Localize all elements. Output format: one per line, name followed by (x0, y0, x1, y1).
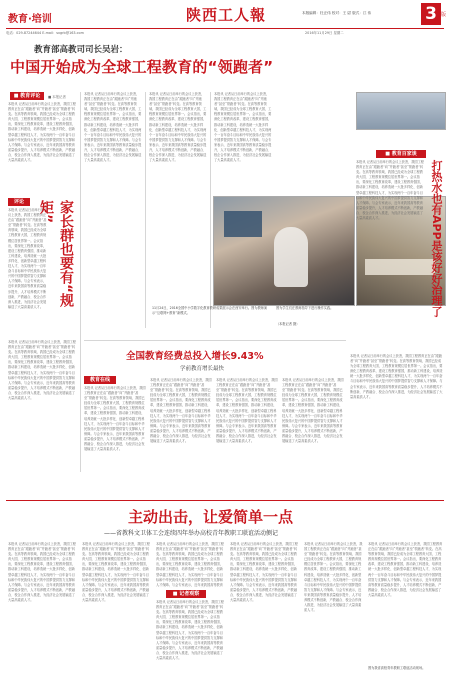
middle-rule-top (84, 340, 346, 341)
comment-label: 评论 (8, 198, 30, 206)
bottom-column-text-1: 本报讯 记者从日前举行的会议上获悉，我国工程教育正在由“跟跑者”向“并跑者”甚至“领跑者”转变。在高等教育领域，我国已经成为全球工程教育大国，工程教育规模位居世界第一。会议指出，要深化工程教育改革，建设工程教育强国，推动新工科建设，培养造就一大批多样化、创新型卓越工程科技人才，为实现两个一百年奋斗目标和中华民族伟大复兴的中国梦提供智力支撑和人才保障。与会专家表示，近年来我国高等教育质量稳步提升，人才培养模式不断创新，产教融合、校企合作深入推进，为经济社会发展输送了大量高素质人才。 (8, 542, 76, 603)
side-headline-text: 家长群也要有“规矩” (38, 200, 74, 308)
photo-caption-right: 图为学生们在教师指导下进行操作实践。 (276, 306, 334, 310)
left-column-text-3: 本报讯 记者从日前举行的会议上获悉，我国工程教育正在由“跟跑者”向“并跑者”甚至“领跑者”转变。在高等教育领域，我国已经成为全球工程教育大国，工程教育规模位居世界第一。会议指出，要深化工程教育改革，建设工程教育强国，推动新工科建设，培养造就一大批多样化、创新型卓越工程科技人才，为实现两个一百年奋斗目标和中华民族伟大复兴的中国梦提供智力支撑和人才保障。与会专家表示，近年来我国高等教育质量稳步提升，人才培养模式不断创新，产教融合、校企合作深入推进，为经济社会发展输送了大量高素质人才。 (8, 340, 76, 401)
mid-column-text-2: 本报讯 记者从日前举行的会议上获悉，我国工程教育正在由“跟跑者”向“并跑者”甚至“领跑者”转变。在高等教育领域，我国已经成为全球工程教育大国，工程教育规模位居世界第一。会议指出，要深化工程教育改革，建设工程教育强国，推动新工科建设，培养造就一大批多样化、创新型卓越工程科技人才，为实现两个一百年奋斗目标和中华民族伟大复兴的中国梦提供智力支撑和人才保障。与会专家表示，近年来我国高等教育质量稳步提升，人才培养模式不断创新，产教融合、校企合作深入推进，为经济社会发展输送了大量高素质人才。 (149, 92, 207, 163)
middle-column-text-2: 本报讯 记者从日前举行的会议上获悉，我国工程教育正在由“跟跑者”向“并跑者”甚至“领跑者”转变。在高等教育领域，我国已经成为全球工程教育大国，工程教育规模位居世界第一。会议指出，要深化工程教育改革，建设工程教育强国，推动新工科建设，培养造就一大批多样化、创新型卓越工程科技人才，为实现两个一百年奋斗目标和中华民族伟大复兴的中国梦提供智力支撑和人才保障。与会专家表示，近年来我国高等教育质量稳步提升，人才培养模式不断创新，产教融合、校企合作深入推进，为经济社会发展输送了大量高素质人才。 (150, 378, 212, 444)
date-line: 2016年11月29日 星期二 (305, 31, 344, 35)
right-box-label: ■ 教育百家谈 (376, 150, 426, 158)
masthead-rule (6, 28, 444, 29)
lead-headline: 中国开始成为全球工程教育的“领跑者” (10, 58, 274, 76)
side-headline (38, 200, 76, 330)
section-title: 教育·培训 (8, 14, 52, 25)
lead-byline: ■ 本报记者 (48, 95, 66, 99)
middle-column-text-1: 本报讯 记者从日前举行的会议上获悉，我国工程教育正在由“跟跑者”向“并跑者”甚至“领跑者”转变。在高等教育领域，我国已经成为全球工程教育大国，工程教育规模位居世界第一。会议指出，要深化工程教育改革，建设工程教育强国，推动新工科建设，培养造就一大批多样化、创新型卓越工程科技人才，为实现两个一百年奋斗目标和中华民族伟大复兴的中国梦提供智力支撑和人才保障。与会专家表示，近年来我国高等教育质量稳步提升，人才培养模式不断创新，产教融合、校企合作深入推进，为经济社会发展输送了大量高素质人才。 (84, 386, 146, 452)
bottom-column-text-4: 本报讯 记者从日前举行的会议上获悉，我国工程教育正在由“跟跑者”向“并跑者”甚至“领跑者”转变。在高等教育领域，我国已经成为全球工程教育大国，工程教育规模位居世界第一。会议指出，要深化工程教育改革，建设工程教育强国，推动新工科建设，培养造就一大批多样化、创新型卓越工程科技人才，为实现两个一百年奋斗目标和中华民族伟大复兴的中国梦提供智力支撑和人才保障。与会专家表示，近年来我国高等教育质量稳步提升，人才培养模式不断创新，产教融合、校企合作深入推进，为经济社会发展输送了大量高素质人才。 (156, 600, 224, 661)
bottom-subhead: ——省教科文卫体工会连续四年举办高校青年教职工联谊活动侧记 (104, 530, 279, 537)
bottom-column-text-6: 本报讯 记者从日前举行的会议上获悉，我国工程教育正在由“跟跑者”向“并跑者”甚至“领跑者”转变。在高等教育领域，我国已经成为全球工程教育大国，工程教育规模位居世界第一。会议指出，要深化工程教育改革，建设工程教育强国，推动新工科建设，培养造就一大批多样化、创新型卓越工程科技人才，为实现两个一百年奋斗目标和中华民族伟大复兴的中国梦提供智力支撑和人才保障。与会专家表示，近年来我国高等教育质量稳步提升，人才培养模式不断创新，产教融合、校企合作深入推进，为经济社会发展输送了大量高素质人才。 (304, 542, 363, 613)
right-vertical-headline-text: 打热水也有APP是该好好治理了 (430, 160, 443, 317)
column-rule-2 (145, 92, 146, 328)
left-column-text: 本报讯 记者从日前举行的会议上获悉，我国工程教育正在由“跟跑者”向“并跑者”甚至“领跑者”转变。在高等教育领域，我国已经成为全球工程教育大国，工程教育规模位居世界第一。会议指出，要深化工程教育改革，建设工程教育强国，推动新工科建设，培养造就一大批多样化、创新型卓越工程科技人才，为实现两个一百年奋斗目标和中华民族伟大复兴的中国梦提供智力支撑和人才保障。与会专家表示，近年来我国高等教育质量稳步提升，人才培养模式不断创新，产教融合、校企合作深入推进，为经济社会发展输送了大量高素质人才。 (8, 102, 76, 163)
bottom-headline: 主动出击，让爱简单一点 (128, 508, 294, 526)
right-box-text: 本报讯 记者从日前举行的会议上获悉，我国工程教育正在由“跟跑者”向“并跑者”甚至“领跑者”转变。在高等教育领域，我国已经成为全球工程教育大国，工程教育规模位居世界第一。会议指出，要深化工程教育改革，建设工程教育强国，推动新工科建设，培养造就一大批多样化、创新型卓越工程科技人才，为实现两个一百年奋斗目标和中华民族伟大复兴的中国梦提供智力支撑和人才保障。与会专家表示，近年来我国高等教育质量稳步提升，人才培养模式不断创新，产教融合、校企合作深入推进，为经济社会发展输送了大量高素质人才。 (356, 160, 424, 221)
bottom-column-text-5: 本报讯 记者从日前举行的会议上获悉，我国工程教育正在由“跟跑者”向“并跑者”甚至“领跑者”转变。在高等教育领域，我国已经成为全球工程教育大国，工程教育规模位居世界第一。会议指出，要深化工程教育改革，建设工程教育强国，推动新工科建设，培养造就一大批多样化、创新型卓越工程科技人才，为实现两个一百年奋斗目标和中华民族伟大复兴的中国梦提供智力支撑和人才保障。与会专家表示，近年来我国高等教育质量稳步提升，人才培养模式不断创新，产教融合、校企合作深入推进，为经济社会发展输送了大量高素质人才。 (230, 542, 298, 603)
masthead (0, 0, 450, 36)
left-box-label: ■ 教育评论 (10, 92, 44, 100)
right-top-photo (356, 92, 446, 130)
bottom-rule-top (6, 500, 444, 501)
bottom-right-caption: 图为我省高校青年教职工联谊活动现场。 (368, 666, 426, 670)
bottom-column-text-3: 本报讯 记者从日前举行的会议上获悉，我国工程教育正在由“跟跑者”向“并跑者”甚至“领跑者”转变。在高等教育领域，我国已经成为全球工程教育大国，工程教育规模位居世界第一。会议指出，要深化工程教育改革，建设工程教育强国，推动新工科建设，培养造就一大批多样化、创新型卓越工程科技人才，为实现两个一百年奋斗目标和中华民族伟大复兴的中国梦提供智力支撑和人才保障。与会专家表示，近年来我国高等教育 (156, 542, 224, 587)
right-vertical-headline (426, 160, 446, 350)
middle-headline: 全国教育经费总投入增长9.43% (126, 351, 264, 362)
page-number-badge (421, 3, 441, 25)
left-column-text-2: 本报讯 记者从日前举行的会议上获悉，我国工程教育正在由“跟跑者”向“并跑者”甚至“领跑者”转变。在高等教育领域，我国已经成为全球工程教育大国，工程教育规模位居世界第一。会议指出，要深化工程教育改革，建设工程教育强国，推动新工科建设，培养造就一大批多样化、创新型卓越工程科技人才，为实现两个一百年奋斗目标和中华民族伟大复兴的中国梦提供智力支撑和人才保障。与会专家表示，近年来我国高等教育质量稳步提升，人才培养模式不断创新，产教融合、校企合作深入推进，为经济社会发展输送了大量高素质人才。 (8, 208, 48, 309)
mid-column-text-1: 本报讯 记者从日前举行的会议上获悉，我国工程教育正在由“跟跑者”向“并跑者”甚至“领跑者”转变。在高等教育领域，我国已经成为全球工程教育大国，工程教育规模位居世界第一。会议指出，要深化工程教育改革，建设工程教育强国，推动新工科建设，培养造就一大批多样化、创新型卓越工程科技人才，为实现两个一百年奋斗目标和中华民族伟大复兴的中国梦提供智力支撑和人才保障。与会专家表示，近年来我国高等教育质量稳步提升，人才培养模式不断创新，产教融合、校企合作深入推进，为经济社会发展输送了大量高素质人才。 (84, 92, 142, 163)
column-rule-1 (80, 92, 81, 472)
bottom-box-label: ■ 记者观察 (166, 590, 206, 598)
contact-line: 电话：029-87244644 E-mail：sxgrb@163.com (6, 31, 84, 35)
mid-column-text-3: 本报讯 记者从日前举行的会议上获悉，我国工程教育正在由“跟跑者”向“并跑者”甚至“领跑者”转变。在高等教育领域，我国已经成为全球工程教育大国，工程教育规模位居世界第一。会议指出，要深化工程教育改革，建设工程教育强国，推动新工科建设，培养造就一大批多样化、创新型卓越工程科技人才，为实现两个一百年奋斗目标和中华民族伟大复兴的中国梦提供智力支撑和人才保障。与会专家表示，近年来我国高等教育质量稳步提升，人才培养模式不断创新，产教融合、校企合作深入推进，为经济社会发展输送了大量高素质人才。 (214, 92, 272, 163)
bottom-column-text-2: 本报讯 记者从日前举行的会议上获悉，我国工程教育正在由“跟跑者”向“并跑者”甚至“领跑者”转变。在高等教育领域，我国已经成为全球工程教育大国，工程教育规模位居世界第一。会议指出，要深化工程教育改革，建设工程教育强国，推动新工科建设，培养造就一大批多样化、创新型卓越工程科技人才，为实现两个一百年奋斗目标和中华民族伟大复兴的中国梦提供智力支撑和人才保障。与会专家表示，近年来我国高等教育质量稳步提升，人才培养模式不断创新，产教融合、校企合作深入推进，为经济社会发展输送了大量高素质人才。 (82, 542, 150, 603)
column-rule-3 (210, 92, 211, 328)
photo-screen-shape (224, 211, 262, 237)
lead-kicker: 教育部高教司司长吴岩： (34, 45, 128, 55)
page-suffix: 版 (441, 12, 447, 18)
page-number: 3 (425, 4, 437, 24)
photo-caption-left: 11月24日，2016全国中小学数字化教育教研成果展示会在西安举行。图为教师演示“互联网+教育”新模式。 (152, 306, 268, 315)
bottom-column-text-7: 本报讯 记者从日前举行的会议上获悉，我国工程教育正在由“跟跑者”向“并跑者”甚至“领跑者”转变。在高等教育领域，我国已经成为全球工程教育大国，工程教育规模位居世界第一。会议指出，要深化工程教育改革，建设工程教育强国，推动新工科建设，培养造就一大批多样化、创新型卓越工程科技人才，为实现两个一百年奋斗目标和中华民族伟大复兴的中国梦提供智力支撑和人才保障。与会专家表示，近年来我国高等教育质量稳步提升，人才培养模式不断创新，产教融合、校企合作深入推进，为经济社会发展输送了大量高素质人才。 (368, 542, 443, 597)
edition-info: 本版编辑：杜正伟 校对：王 尉 版式：江 伟 (302, 11, 372, 15)
middle-column-text-4: 本报讯 记者从日前举行的会议上获悉，我国工程教育正在由“跟跑者”向“并跑者”甚至“领跑者”转变。在高等教育领域，我国已经成为全球工程教育大国，工程教育规模位居世界第一。会议指出，要深化工程教育改革，建设工程教育强国，推动新工科建设，培养造就一大批多样化、创新型卓越工程科技人才，为实现两个一百年奋斗目标和中华民族伟大复兴的中国梦提供智力支撑和人才保障。与会专家表示，近年来我国高等教育质量稳步提升，人才培养模式不断创新，产教融合、校企合作深入推进，为经济社会发展输送了大量高素质人才。 (282, 378, 344, 444)
newspaper-logo: 陕西工人報 (186, 6, 267, 24)
news-photo-1 (213, 196, 355, 306)
photo-credit: （本报记者 摄） (276, 322, 300, 326)
middle-column-text-3: 本报讯 记者从日前举行的会议上获悉，我国工程教育正在由“跟跑者”向“并跑者”甚至“领跑者”转变。在高等教育领域，我国已经成为全球工程教育大国，工程教育规模位居世界第一。会议指出，要深化工程教育改革，建设工程教育强国，推动新工科建设，培养造就一大批多样化、创新型卓越工程科技人才，为实现两个一百年奋斗目标和中华民族伟大复兴的中国梦提供智力支撑和人才保障。与会专家表示，近年来我国高等教育质量稳步提升，人才培养模式不断创新，产教融合、校企合作深入推进，为经济社会发展输送了大量高素质人才。 (216, 378, 278, 444)
photo-figure-shape (274, 227, 308, 287)
right-column-text: 本报讯 记者从日前举行的会议上获悉，我国工程教育正在由“跟跑者”向“并跑者”甚至“领跑者”转变。在高等教育领域，我国已经成为全球工程教育大国，工程教育规模位居世界第一。会议指出，要深化工程教育改革，建设工程教育强国，推动新工科建设，培养造就一大批多样化、创新型卓越工程科技人才，为实现两个一百年奋斗目标和中华民族伟大复兴的中国梦提供智力支撑和人才保障。与会专家表示，近年来我国高等教育质量稳步提升，人才培养模式不断创新，产教融合、校企合作深入推进，为经济社会发展输送了大量高素质人才。 (350, 354, 443, 399)
middle-subhead: 学前教育增长最快 (180, 366, 225, 372)
middle-box-label: 教育在线 (84, 376, 116, 384)
